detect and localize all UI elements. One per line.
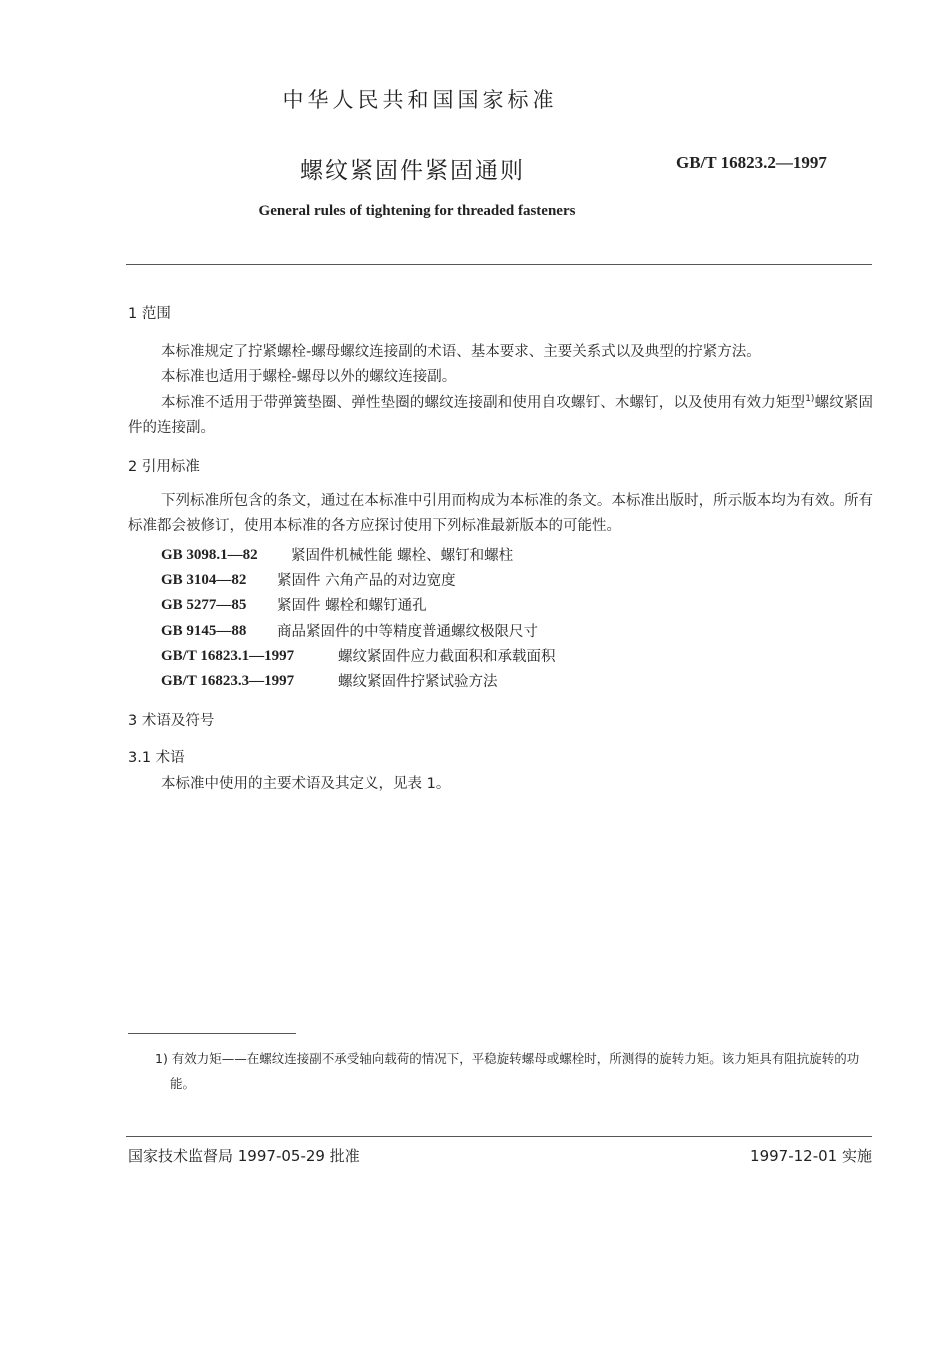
section-1-paragraph-3-tail: 螺纹紧固件的连接副。 bbox=[128, 394, 873, 436]
section-1-paragraph-1: 本标准规定了拧紧螺栓-螺母螺纹连接副的术语、基本要求、主要关系式以及典型的拧紧方法。 bbox=[161, 344, 761, 360]
footer-divider bbox=[126, 1136, 872, 1137]
reference-title: 紧固件 螺栓和螺钉通孔 bbox=[277, 598, 427, 614]
reference-item bbox=[161, 645, 294, 665]
reference-title: 紧固件机械性能 螺栓、螺钉和螺柱 bbox=[291, 548, 514, 564]
reference-code: GB 5277—85 bbox=[161, 597, 247, 613]
reference-code: GB 3098.1—82 bbox=[161, 547, 258, 563]
reference-item bbox=[161, 569, 246, 589]
reference-code: GB 9145—88 bbox=[161, 623, 247, 639]
header-divider bbox=[126, 264, 872, 265]
section-3-1-title: 3.1 术语 bbox=[128, 750, 185, 766]
reference-title: 商品紧固件的中等精度普通螺纹极限尺寸 bbox=[277, 624, 538, 640]
reference-item bbox=[161, 670, 294, 690]
reference-item bbox=[161, 594, 246, 614]
reference-item bbox=[161, 620, 246, 640]
section-1-paragraph-3 bbox=[128, 387, 873, 441]
section-2-paragraph-1: 下列标准所包含的条文，通过在本标准中引用而构成为本标准的条文。本标准出版时，所示版本均为有效。所有标准都会被修订，使用本标准的各方应探讨使用下列标准最新版本的可能性。 bbox=[128, 493, 873, 534]
footnote-text: 1) 有效力矩——在螺纹连接副不承受轴向载荷的情况下，平稳旋转螺母或螺栓时，所测得的旋转力矩。该力矩具有阻抗旋转的功能。 bbox=[155, 1051, 860, 1091]
section-3-1-paragraph: 本标准中使用的主要术语及其定义，见表 1。 bbox=[161, 776, 451, 792]
document-title-english: General rules of tightening for threaded fasteners bbox=[258, 203, 576, 219]
reference-code: GB/T 16823.1—1997 bbox=[161, 648, 295, 664]
document-title-chinese: 螺纹紧固件紧固通则 bbox=[300, 158, 525, 184]
reference-title: 螺纹紧固件应力截面积和承载面积 bbox=[338, 649, 556, 665]
section-3-title: 3 术语及符号 bbox=[128, 713, 215, 729]
footnote-divider bbox=[128, 1033, 296, 1034]
national-standard-heading: 中华人民共和国国家标准 bbox=[282, 88, 558, 112]
section-2-title: 2 引用标准 bbox=[128, 459, 200, 475]
section-1-paragraph-3-text: 本标准不适用于带弹簧垫圈、弹性垫圈的螺纹连接副和使用自攻螺钉、木螺钉，以及使用有效力矩型 bbox=[161, 394, 806, 411]
section-1-paragraph-2: 本标准也适用于螺栓-螺母以外的螺纹连接副。 bbox=[161, 369, 457, 385]
reference-item bbox=[161, 544, 258, 564]
implementation-date: 1997-12-01 实施 bbox=[750, 1147, 872, 1165]
section-1-title: 1 范围 bbox=[128, 306, 171, 322]
reference-code: GB 3104—82 bbox=[161, 572, 247, 588]
standard-code: GB/T 16823.2—1997 bbox=[676, 153, 827, 172]
approval-date: 国家技术监督局 1997-05-29 批准 bbox=[128, 1147, 360, 1165]
footnote-marker: 1) bbox=[805, 394, 815, 404]
reference-code: GB/T 16823.3—1997 bbox=[161, 673, 295, 689]
reference-title: 螺纹紧固件拧紧试验方法 bbox=[338, 674, 498, 690]
reference-title: 紧固件 六角产品的对边宽度 bbox=[277, 573, 456, 589]
